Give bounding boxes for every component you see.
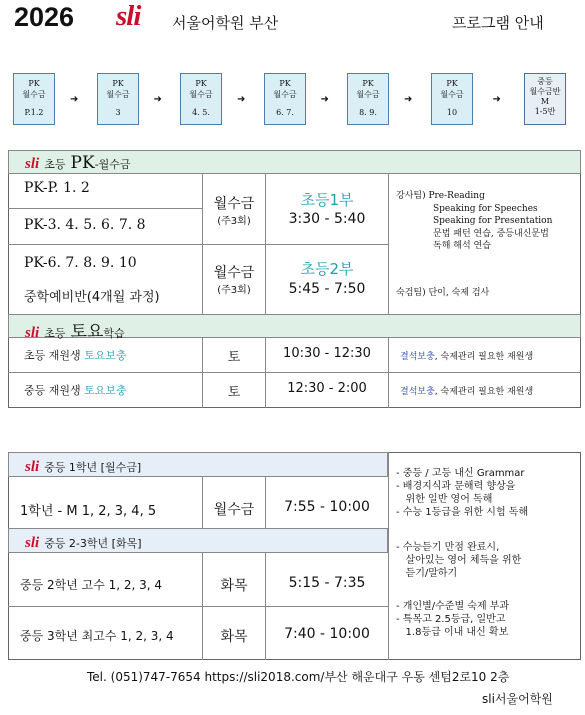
mid-notes-1 <box>396 467 528 519</box>
pk-description-2: 숙검팀) 단이, 숙제 검사 <box>396 288 490 298</box>
mid-note-line: 1.8등급 이내 내신 확보 <box>396 627 509 638</box>
level-step-box <box>180 73 222 125</box>
level-step-value: 8. 9. <box>359 108 377 117</box>
sat-row-1-note-hl: 결석보충 <box>400 352 435 362</box>
sat-row-2-note <box>400 384 533 397</box>
footer-name: sli서울어학원 <box>482 692 553 706</box>
pk-row-4: 중학예비반(4개월 과정) <box>24 290 160 305</box>
arrow-right-icon: ➜ <box>70 94 79 105</box>
level-step-title: PK 월수금 <box>22 79 46 99</box>
mid-row-3-time: 7:40 - 10:00 <box>284 626 370 642</box>
sat-header-pre: 초등 <box>44 327 66 340</box>
mid-row-2-time: 5:15 - 7:35 <box>288 575 366 591</box>
level-step-title: PK 월수금 <box>106 79 130 99</box>
sat-row-1-day: 토 <box>227 350 241 365</box>
mid-note-line: 살아있는 영어 체득을 위한 <box>396 555 522 566</box>
mid-row-1-name: 1학년 - M 1, 2, 3, 4, 5 <box>20 504 157 519</box>
level-step-box <box>524 73 566 125</box>
level-step-value: 10 <box>446 108 458 117</box>
level-step-value: 6. 7. <box>276 108 294 117</box>
mid-row-1-time: 7:55 - 10:00 <box>284 499 370 515</box>
pk-row-2: PK-3. 4. 5. 6. 7. 8 <box>24 217 146 233</box>
sli-logo: sli <box>116 0 141 32</box>
mid-note-line: - 중등 / 고등 내신 Grammar <box>396 468 525 479</box>
pk-header <box>8 150 581 174</box>
mid-header-1 <box>8 452 388 477</box>
level-step-title: PK 월수금 <box>189 79 213 99</box>
level-step-box <box>264 73 306 125</box>
pk-part-1: 초등1부 <box>300 191 354 209</box>
pk-desc-line: 독해 해석 연습 <box>433 241 491 251</box>
sli-logo: sli <box>25 156 40 172</box>
pk-desc-line: Speaking for Speeches <box>433 203 538 214</box>
pk-days-1-sub: (주3회) <box>217 216 251 227</box>
pk-desc-line: 문법 패턴 연습, 중등내신문법 <box>433 228 549 239</box>
level-step-box <box>13 73 55 125</box>
mid-notes-3 <box>396 600 509 639</box>
sat-row-1-time: 10:30 - 12:30 <box>283 346 371 361</box>
pk-days-2-sub: (주3회) <box>217 285 251 296</box>
level-step-box <box>431 73 473 125</box>
mid-header-1-text: 중등 1학년 [월수금] <box>44 461 142 474</box>
mid-row-2-name: 중등 2학년 고수 1, 2, 3, 4 <box>20 578 163 592</box>
sat-row-1-tag: 토요보충 <box>84 349 127 362</box>
arrow-right-icon: ➜ <box>153 94 162 105</box>
sli-logo: sli <box>25 459 40 475</box>
sat-row-2-label: 중등 재원생 <box>24 384 81 397</box>
level-step-value: 3 <box>115 108 121 117</box>
pk-header-big: PK <box>70 153 95 173</box>
mid-header-2 <box>8 528 388 553</box>
mid-row-2-day: 화목 <box>220 578 248 594</box>
level-step-value: P.1.2 <box>24 108 44 117</box>
mid-note-line: - 특목고 2.5등급, 일반고 <box>396 614 506 625</box>
pk-row-3: PK-6. 7. 8. 9. 10 <box>24 255 137 271</box>
pk-desc-line: 강사팀) Pre-Reading <box>396 191 485 201</box>
program-guide-title: 프로그램 안내 <box>452 14 544 32</box>
level-step-value: 4. 5. <box>192 108 210 117</box>
pk-days-2: 월수금 <box>213 265 255 281</box>
academy-name: 서울어학원 부산 <box>172 14 279 32</box>
level-step-title: PK 월수금 <box>440 79 464 99</box>
mid-note-line: - 배경지식과 문해력 향상을 <box>396 481 516 492</box>
sat-row-2-day: 토 <box>227 385 241 400</box>
pk-part-2: 초등2부 <box>300 260 354 278</box>
sat-row-1-note-text: , 숙제관리 필요한 재원생 <box>434 352 534 362</box>
sat-row-1-label: 초등 재원생 <box>24 349 81 362</box>
arrow-right-icon: ➜ <box>404 94 413 105</box>
mid-note-line: 듣기/말하기 <box>396 568 458 579</box>
sli-logo: sli <box>25 325 40 341</box>
sat-header-big: 토요 <box>70 322 104 342</box>
level-step-title: PK 월수금 <box>273 79 297 99</box>
footer-contact: Tel. (051)747-7654 https://sli2018.com/부산 해운대구 우동 센텀2로10 2층 <box>87 670 510 684</box>
mid-note-line: - 개인별/수준별 숙제 부과 <box>396 601 510 612</box>
mid-notes-2 <box>396 541 521 580</box>
level-step-box <box>347 73 389 125</box>
mid-header-2-text: 중등 2-3학년 [화목] <box>44 537 142 550</box>
pk-days-1: 월수금 <box>213 196 255 212</box>
level-step-title: 중등 월수금반 M 1-5반 <box>529 77 561 116</box>
sli-logo: sli <box>25 535 40 551</box>
sat-row-2-tag: 토요보충 <box>84 384 127 397</box>
sat-header <box>8 314 581 342</box>
sat-row-2-note-hl: 결석보충 <box>400 387 435 397</box>
pk-description <box>396 190 552 253</box>
mid-row-1-day: 월수금 <box>213 502 255 518</box>
pk-header-post: -월수금 <box>94 158 131 171</box>
pk-time-2: 5:45 - 7:50 <box>288 281 366 297</box>
pk-row-1: PK-P. 1. 2 <box>24 180 90 196</box>
pk-time-1: 3:30 - 5:40 <box>288 211 366 227</box>
level-step-box <box>97 73 139 125</box>
mid-row-3-day: 화목 <box>220 629 248 645</box>
pk-header-pre: 초등 <box>44 158 66 171</box>
sat-row-1-note <box>400 349 533 362</box>
pk-desc-line: Speaking for Presentation <box>433 216 553 226</box>
mid-note-line: - 수능 1등급을 위한 시험 독해 <box>396 507 529 518</box>
arrow-right-icon: ➜ <box>492 94 501 105</box>
mid-note-line: 위한 일반 영어 독해 <box>396 494 493 505</box>
sat-row-2-note-text: , 숙제관리 필요한 재원생 <box>434 387 534 397</box>
sat-row-2-time: 12:30 - 2:00 <box>287 381 367 396</box>
arrow-right-icon: ➜ <box>237 94 246 105</box>
arrow-right-icon: ➜ <box>320 94 329 105</box>
sat-row-1-name <box>24 347 127 363</box>
year-title: 2026 <box>14 2 75 32</box>
mid-row-3-name: 중등 3학년 최고수 1, 2, 3, 4 <box>20 629 174 643</box>
mid-note-line: - 수능듣기 만점 완료시, <box>396 542 500 553</box>
sat-header-post: 학습 <box>103 327 125 340</box>
sat-row-2-name <box>24 382 127 398</box>
level-step-title: PK 월수금 <box>356 79 380 99</box>
